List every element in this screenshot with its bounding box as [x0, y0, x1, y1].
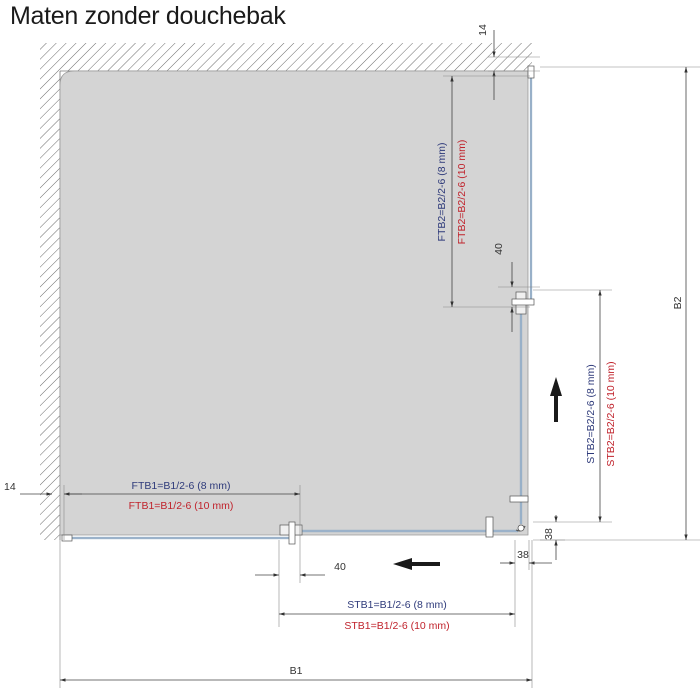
label-dim-14-left: 14	[4, 481, 16, 493]
label-b2: B2	[672, 296, 684, 310]
arrow-up-icon	[550, 377, 562, 422]
arrow-left-icon	[393, 558, 440, 570]
label-ftb1-8mm: FTB1=B1/2-6 (8 mm)	[131, 480, 231, 492]
label-stb2-10mm: STB2=B2/2-6 (10 mm)	[605, 361, 617, 467]
label-stb1-8mm: STB1=B1/2-6 (8 mm)	[347, 599, 447, 611]
label-dim-40-bottom: 40	[334, 561, 346, 573]
page-title: Maten zonder douchebak	[10, 2, 286, 30]
label-ftb2-10mm: FTB2=B2/2-6 (10 mm)	[456, 139, 468, 245]
label-dim-14-top: 14	[477, 24, 489, 36]
label-dim-38-right: 38	[543, 528, 555, 540]
label-stb2-8mm: STB2=B2/2-6 (8 mm)	[585, 364, 597, 464]
label-b1: B1	[289, 665, 303, 677]
label-stb1-10mm: STB1=B1/2-6 (10 mm)	[344, 620, 450, 632]
label-dim-40-right: 40	[493, 243, 505, 255]
label-ftb2-8mm: FTB2=B2/2-6 (8 mm)	[436, 142, 448, 242]
label-dim-38-bottom: 38	[517, 549, 529, 561]
label-ftb1-10mm: FTB1=B1/2-6 (10 mm)	[128, 500, 234, 512]
